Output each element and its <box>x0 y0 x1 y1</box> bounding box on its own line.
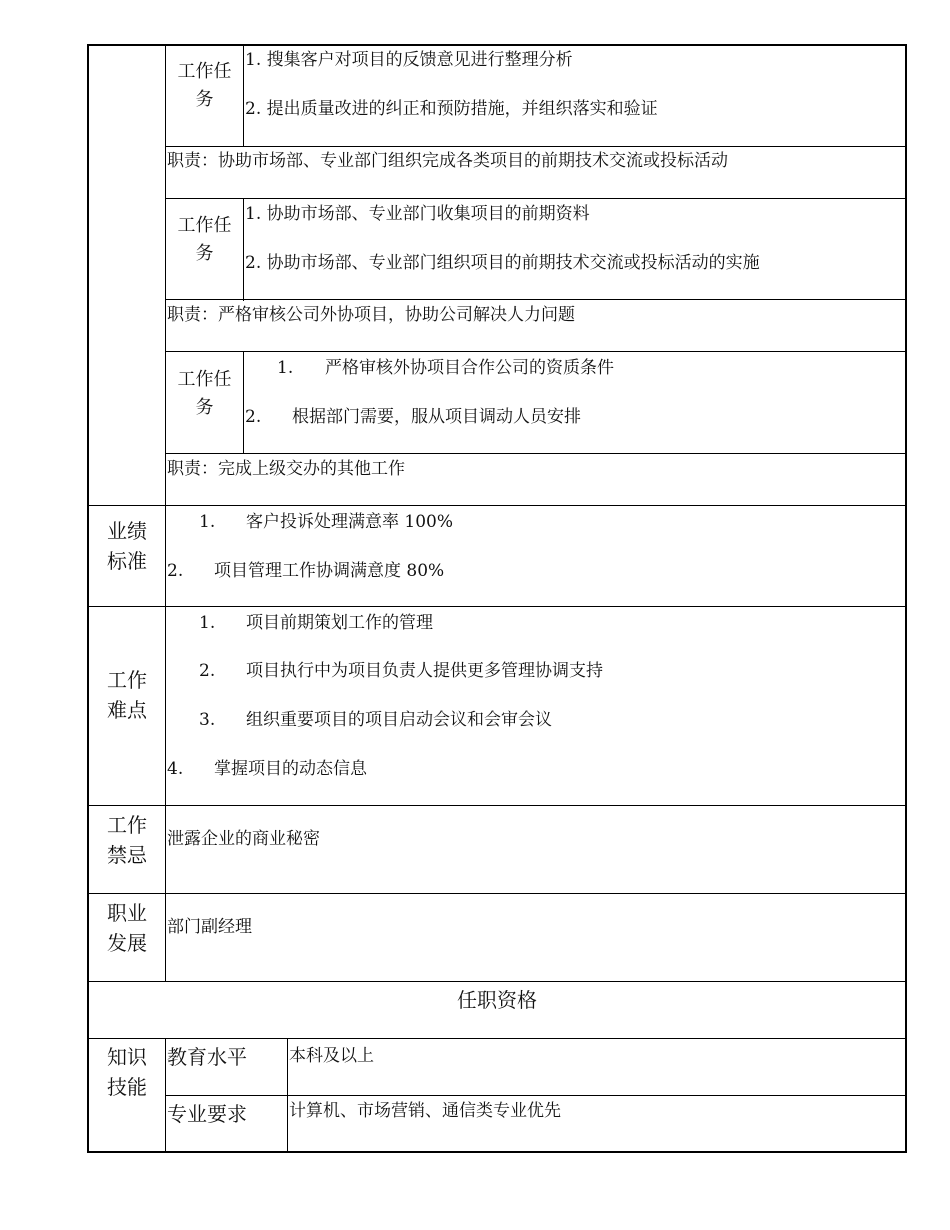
difficulty-item-number: 3. <box>199 710 216 730</box>
difficulty-label <box>89 665 165 725</box>
taboo-label <box>89 810 165 870</box>
task-divider-3 <box>243 352 244 454</box>
difficulty-item-number: 2. <box>199 661 216 681</box>
taboo-label-line1: 工作 <box>107 813 147 837</box>
label-column-divider <box>165 44 166 982</box>
education-value: 本科及以上 <box>289 1046 374 1066</box>
education-label: 教育水平 <box>167 1045 247 1069</box>
task-item: 根据部门需要，服从项目调动人员安排 <box>292 407 581 427</box>
difficulty-item: 项目执行中为项目负责人提供更多管理协调支持 <box>246 661 603 681</box>
table-border-right <box>905 44 907 1153</box>
task-label-line2: 务 <box>195 243 214 264</box>
performance-item-number: 1. <box>199 512 216 532</box>
task-item-number: 1. <box>277 358 294 378</box>
knowledge-skill-label-line1: 知识 <box>107 1045 147 1069</box>
row-line <box>165 198 907 199</box>
career-label <box>89 898 165 958</box>
task-label <box>166 212 243 268</box>
difficulty-item-number: 4. <box>167 759 184 779</box>
qualification-title: 任职资格 <box>457 988 537 1012</box>
row-line <box>165 351 907 352</box>
task-item: 1. 搜集客户对项目的反馈意见进行整理分析 <box>245 50 573 70</box>
task-label-line1: 工作任 <box>177 215 232 236</box>
performance-label-line1: 业绩 <box>107 519 147 543</box>
performance-item: 项目管理工作协调满意度 80% <box>214 561 445 581</box>
row-line <box>165 299 907 300</box>
task-divider-2 <box>243 198 244 301</box>
major-value: 计算机、市场营销、通信类专业优先 <box>289 1101 561 1121</box>
taboo-label-line2: 禁忌 <box>107 843 147 867</box>
row-line <box>87 893 907 894</box>
task-label <box>166 366 243 422</box>
table-border-top <box>87 44 907 46</box>
career-label-line2: 发展 <box>107 931 147 955</box>
performance-label-line2: 标准 <box>107 549 147 573</box>
table-border-bottom <box>87 1151 907 1153</box>
difficulty-label-line1: 工作 <box>107 668 147 692</box>
career-text: 部门副经理 <box>167 917 252 937</box>
row-line <box>87 805 907 806</box>
taboo-text: 泄露企业的商业秘密 <box>167 829 320 849</box>
task-label-line1: 工作任 <box>177 369 232 390</box>
row-line <box>87 606 907 607</box>
performance-label <box>89 516 165 576</box>
duty-item: 职责：严格审核公司外协项目，协助公司解决人力问题 <box>167 305 575 325</box>
row-line <box>87 505 907 506</box>
task-label-line2: 务 <box>195 397 214 418</box>
task-item-number: 2. <box>245 407 262 427</box>
task-label-line2: 务 <box>195 89 214 110</box>
difficulty-item: 掌握项目的动态信息 <box>214 759 367 779</box>
task-item: 2. 提出质量改进的纠正和预防措施，并组织落实和验证 <box>245 99 658 119</box>
task-item: 1. 协助市场部、专业部门收集项目的前期资料 <box>245 204 590 224</box>
task-divider-1 <box>243 44 244 147</box>
task-item: 严格审核外协项目合作公司的资质条件 <box>325 358 614 378</box>
knowledge-skill-label <box>89 1042 165 1102</box>
task-label-line1: 工作任 <box>177 61 232 82</box>
major-label: 专业要求 <box>167 1102 247 1126</box>
qual-row-line <box>165 1095 907 1096</box>
difficulty-item: 项目前期策划工作的管理 <box>246 613 433 633</box>
task-item: 2. 协助市场部、专业部门组织项目的前期技术交流或投标活动的实施 <box>245 253 760 273</box>
task-label <box>166 58 243 114</box>
performance-item: 客户投诉处理满意率 100% <box>246 512 454 532</box>
duty-item: 职责：完成上级交办的其他工作 <box>167 459 405 479</box>
row-line <box>165 146 907 147</box>
performance-item-number: 2. <box>167 561 184 581</box>
knowledge-skill-label-line2: 技能 <box>107 1075 147 1099</box>
career-label-line1: 职业 <box>107 901 147 925</box>
row-line <box>87 1038 907 1039</box>
difficulty-label-line2: 难点 <box>107 698 147 722</box>
row-line <box>87 981 907 982</box>
duty-item: 职责：协助市场部、专业部门组织完成各类项目的前期技术交流或投标活动 <box>167 151 728 171</box>
row-line <box>165 453 907 454</box>
difficulty-item: 组织重要项目的项目启动会议和会审会议 <box>246 710 552 730</box>
difficulty-item-number: 1. <box>199 613 216 633</box>
table-border-left <box>87 44 89 1153</box>
